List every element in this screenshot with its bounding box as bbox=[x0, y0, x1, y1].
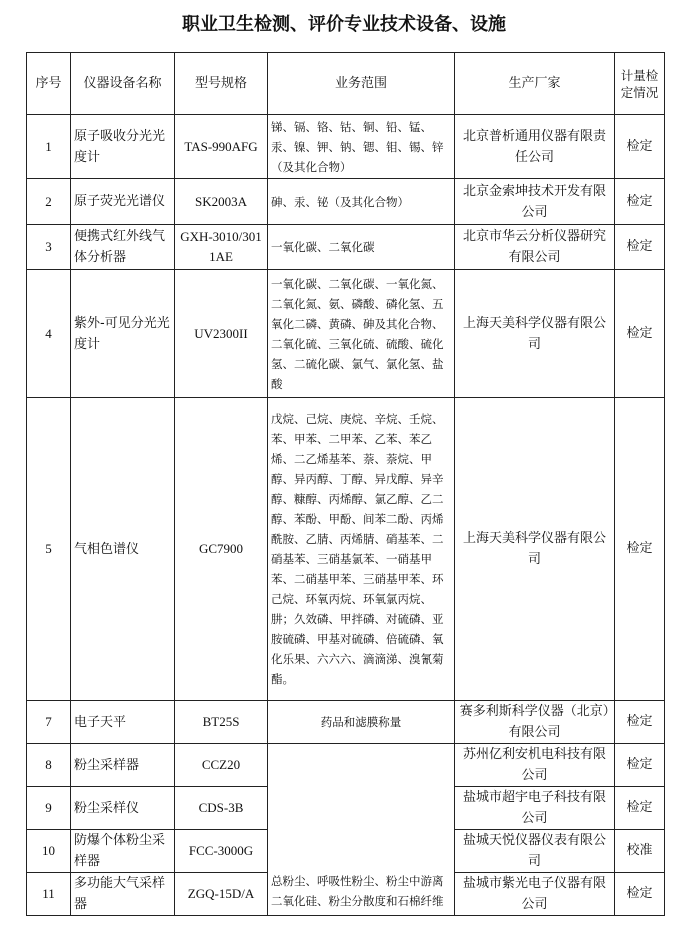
table-row bbox=[27, 179, 665, 225]
cell-name: 多功能大气采样器 bbox=[71, 873, 175, 916]
cell-model: CDS-3B bbox=[175, 787, 268, 830]
cell-no: 4 bbox=[27, 270, 71, 398]
cell-no: 10 bbox=[27, 830, 71, 873]
cell-model: GC7900 bbox=[175, 398, 268, 701]
cell-verify: 检定 bbox=[615, 873, 665, 916]
cell-name: 紫外-可见分光光度计 bbox=[71, 270, 175, 398]
header-maker: 生产厂家 bbox=[455, 53, 615, 115]
header-model: 型号规格 bbox=[175, 53, 268, 115]
cell-maker: 上海天美科学仪器有限公司 bbox=[455, 398, 615, 701]
cell-maker: 盐城市超宇电子科技有限公司 bbox=[455, 787, 615, 830]
table-row bbox=[27, 270, 665, 398]
cell-no: 1 bbox=[27, 115, 71, 179]
equipment-table bbox=[26, 52, 665, 916]
cell-model: ZGQ-15D/A bbox=[175, 873, 268, 916]
cell-no: 5 bbox=[27, 398, 71, 701]
page-title: 职业卫生检测、评价专业技术设备、设施 bbox=[182, 14, 506, 35]
cell-model: BT25S bbox=[175, 701, 268, 744]
cell-maker: 苏州亿利安机电科技有限公司 bbox=[455, 744, 615, 787]
cell-no: 7 bbox=[27, 701, 71, 744]
cell-model: FCC-3000G bbox=[175, 830, 268, 873]
cell-no: 3 bbox=[27, 225, 71, 270]
table-row bbox=[27, 744, 665, 787]
cell-verify: 检定 bbox=[615, 115, 665, 179]
cell-verify: 检定 bbox=[615, 225, 665, 270]
cell-model: UV2300II bbox=[175, 270, 268, 398]
header-name: 仪器设备名称 bbox=[71, 53, 175, 115]
table-row bbox=[27, 398, 665, 701]
cell-model: SK2003A bbox=[175, 179, 268, 225]
cell-model: CCZ20 bbox=[175, 744, 268, 787]
cell-name: 粉尘采样器 bbox=[71, 744, 175, 787]
cell-maker: 北京市华云分析仪器研究有限公司 bbox=[455, 225, 615, 270]
header-verify: 计量检定情况 bbox=[615, 53, 665, 115]
cell-verify: 检定 bbox=[615, 270, 665, 398]
cell-maker: 盐城天悦仪器仪表有限公司 bbox=[455, 830, 615, 873]
cell-name: 粉尘采样仪 bbox=[71, 787, 175, 830]
cell-verify: 检定 bbox=[615, 787, 665, 830]
cell-no: 2 bbox=[27, 179, 71, 225]
cell-scope: 一氧化碳、二氧化碳、一氧化氮、二氧化氮、氨、磷酸、磷化氢、五氧化二磷、黄磷、砷及其化合物、二氧化硫、三氧化硫、硫酸、硫化氢、二硫化碳、氯气、氯化氢、盐酸 bbox=[268, 270, 455, 398]
table-row bbox=[27, 115, 665, 179]
table-row bbox=[27, 225, 665, 270]
cell-model: GXH-3010/3011AE bbox=[175, 225, 268, 270]
header-no: 序号 bbox=[27, 53, 71, 115]
table-row bbox=[27, 701, 665, 744]
cell-name: 原子吸收分光光度计 bbox=[71, 115, 175, 179]
cell-no: 8 bbox=[27, 744, 71, 787]
cell-verify: 检定 bbox=[615, 179, 665, 225]
cell-verify: 检定 bbox=[615, 398, 665, 701]
cell-no: 9 bbox=[27, 787, 71, 830]
cell-name: 防爆个体粉尘采样器 bbox=[71, 830, 175, 873]
cell-maker: 赛多利斯科学仪器（北京）有限公司 bbox=[455, 701, 615, 744]
cell-maker: 盐城市紫光电子仪器有限公司 bbox=[455, 873, 615, 916]
cell-scope: 砷、汞、铋（及其化合物） bbox=[268, 179, 455, 225]
cell-scope: 一氧化碳、二氧化碳 bbox=[268, 225, 455, 270]
cell-verify: 校准 bbox=[615, 830, 665, 873]
cell-maker: 上海天美科学仪器有限公司 bbox=[455, 270, 615, 398]
cell-name: 气相色谱仪 bbox=[71, 398, 175, 701]
header-scope: 业务范围 bbox=[268, 53, 455, 115]
cell-name: 原子荧光光谱仪 bbox=[71, 179, 175, 225]
cell-maker: 北京普析通用仪器有限责任公司 bbox=[455, 115, 615, 179]
cell-no: 11 bbox=[27, 873, 71, 916]
cell-scope: 戊烷、己烷、庚烷、辛烷、壬烷、苯、甲苯、二甲苯、乙苯、苯乙烯、二乙烯基苯、萘、萘烷、甲醇、异丙醇、丁醇、异戊醇、异辛醇、糠醇、丙烯醇、氯乙醇、乙二醇、苯酚、甲酚、间苯二酚、丙烯酰胺、乙腈、丙烯腈、硝基苯、二硝基苯、三硝基氯苯、一硝基甲苯、二硝基甲苯、三硝基甲苯、环己烷、环氧丙烷、环氧氯丙烷、肼；久效磷、甲拌磷、对硫磷、亚胺硫磷、甲基对硫磷、倍硫磷、氧化乐果、六六六、滴滴涕、溴氰菊酯。 bbox=[268, 398, 455, 701]
cell-verify: 检定 bbox=[615, 744, 665, 787]
table-header-row bbox=[27, 53, 665, 115]
cell-name: 电子天平 bbox=[71, 701, 175, 744]
cell-scope: 药品和滤膜称量 bbox=[268, 701, 455, 744]
cell-scope-shared: 总粉尘、呼吸性粉尘、粉尘中游离二氧化硅、粉尘分散度和石棉纤维 bbox=[268, 744, 455, 916]
cell-scope: 锑、镉、铬、钴、铜、铅、锰、汞、镍、钾、钠、锶、钼、锡、锌（及其化合物） bbox=[268, 115, 455, 179]
cell-model: TAS-990AFG bbox=[175, 115, 268, 179]
cell-verify: 检定 bbox=[615, 701, 665, 744]
cell-name: 便携式红外线气体分析器 bbox=[71, 225, 175, 270]
cell-maker: 北京金索坤技术开发有限公司 bbox=[455, 179, 615, 225]
